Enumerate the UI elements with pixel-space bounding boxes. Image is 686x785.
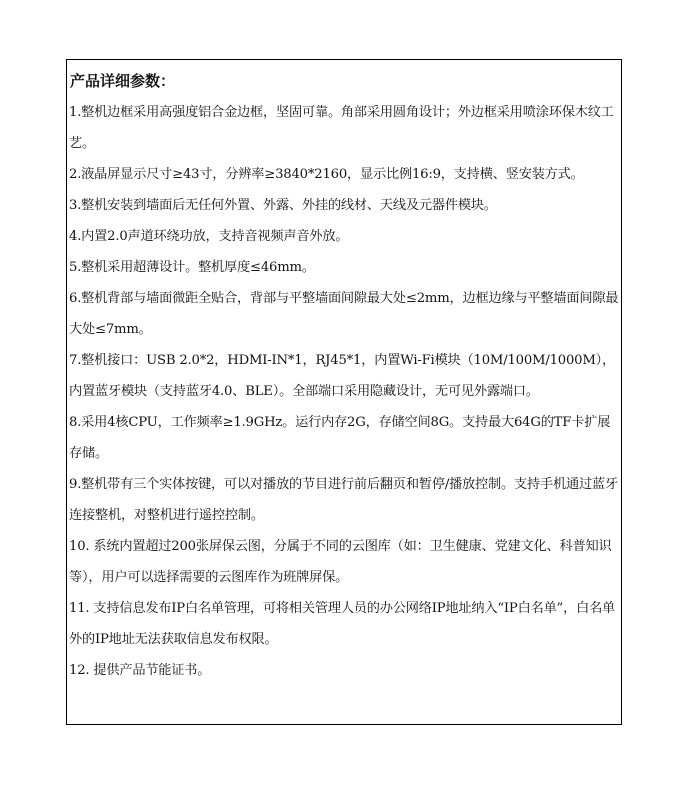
parameters-heading: 产品详细参数：	[70, 72, 176, 90]
parameter-item-12: 12. 提供产品节能证书。	[69, 663, 211, 678]
parameter-item-9: 9.整机带有三个实体按键，可以对播放的节目进行前后翻页和暂停/播放控制。支持手机通过蓝牙连接整机，对整机进行遥控控制。	[69, 477, 618, 523]
parameter-item-5: 5.整机采用超薄设计。整机厚度≤46mm。	[69, 260, 315, 275]
parameter-item-3: 3.整机安装到墙面后无任何外置、外露、外挂的线材、天线及元器件模块。	[69, 198, 497, 213]
parameter-item-4: 4.内置2.0声道环绕功放，支持音视频声音外放。	[69, 229, 349, 244]
parameter-item-11: 11. 支持信息发布IP白名单管理，可将相关管理人员的办公网络IP地址纳入“IP白名单”，白名单外的IP地址无法获取信息发布权限。	[69, 601, 616, 647]
parameter-item-8: 8.采用4核CPU，工作频率≥1.9GHz。运行内存2G，存储空间8G。支持最大64G的TF卡扩展存储。	[69, 415, 611, 461]
parameter-item-10: 10. 系统内置超过200张屏保云图，分属于不同的云图库（如：卫生健康、党建文化、科普知识等），用户可以选择需要的云图库作为班牌屏保。	[69, 539, 612, 585]
product-parameters-box	[66, 59, 622, 725]
parameter-item-7: 7.整机接口：USB 2.0*2，HDMI-IN*1，RJ45*1，内置Wi-Fi模块（10M/100M/1000M），内置蓝牙模块（支持蓝牙4.0、BLE）。全部端口采用隐藏设计，无可见外露端口。	[69, 353, 616, 399]
parameter-item-6: 6.整机背部与墙面微距全贴合，背部与平整墙面间隙最大处≤2mm，边框边缘与平整墙面间隙最大处≤7mm。	[69, 291, 619, 337]
parameter-item-1: 1.整机边框采用高强度铝合金边框，坚固可靠。角部采用圆角设计；外边框采用喷涂环保木纹工艺。	[69, 105, 614, 151]
parameter-item-2: 2.液晶屏显示尺寸≥43寸，分辨率≥3840*2160，显示比例16:9，支持横、竖安装方式。	[69, 167, 584, 182]
